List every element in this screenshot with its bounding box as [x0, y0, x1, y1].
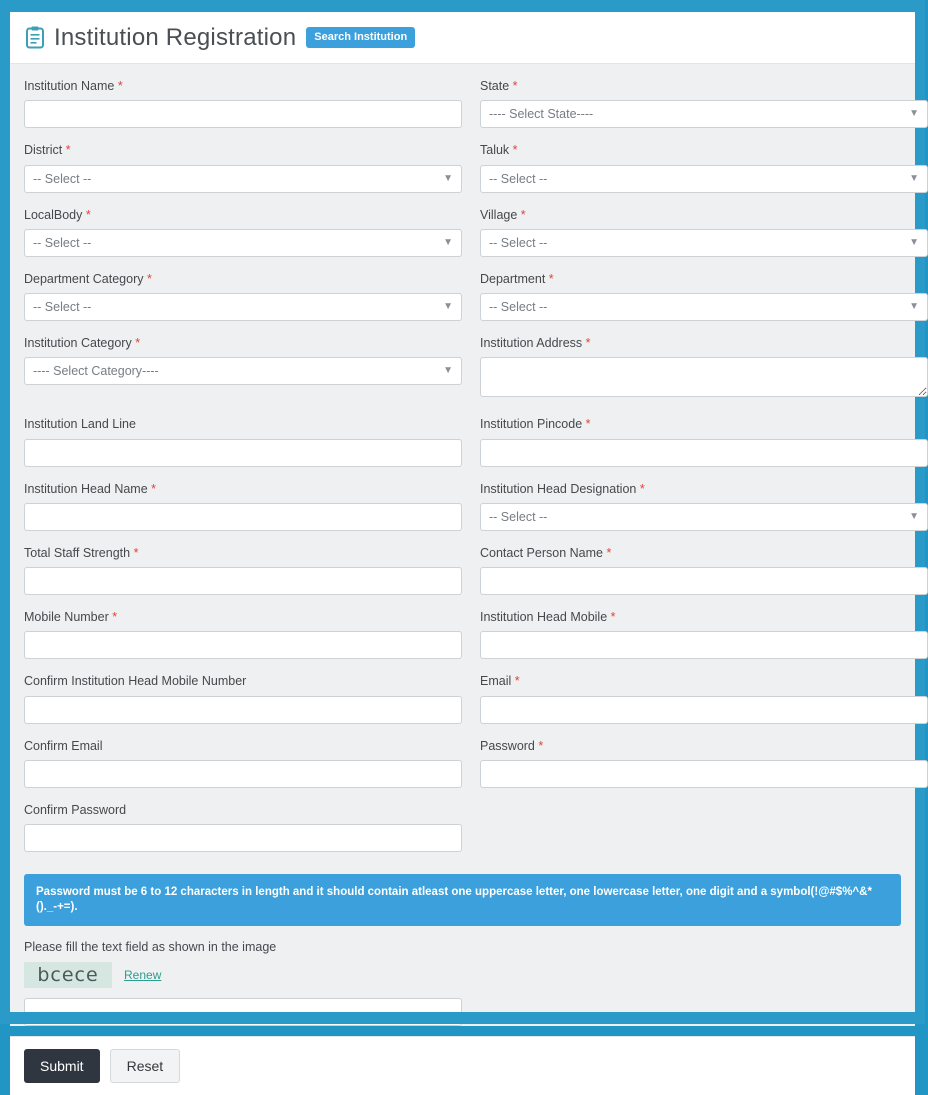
- label-text: Institution Category: [24, 336, 132, 350]
- label-password: [480, 738, 928, 754]
- field-password: [480, 738, 928, 788]
- required-marker: *: [135, 336, 141, 350]
- field-institution-land-line: [24, 416, 472, 466]
- label-state: [480, 78, 928, 94]
- captcha-image: bcece: [24, 962, 112, 988]
- clipboard-icon: [24, 25, 46, 51]
- label-mobile-number: [24, 609, 472, 625]
- field-district: [24, 142, 472, 192]
- field-email: [480, 673, 928, 723]
- required-marker: *: [548, 271, 554, 286]
- label-text: Institution Land Line: [24, 417, 136, 432]
- label-department: [480, 271, 928, 287]
- field-taluk: [480, 142, 928, 192]
- search-institution-button[interactable]: Search Institution: [306, 27, 415, 48]
- chevron-down-icon: ▼: [909, 236, 919, 248]
- label-institution-pincode: [480, 416, 928, 432]
- total-staff-strength-input[interactable]: [24, 567, 462, 595]
- confirm-password-input[interactable]: [24, 824, 462, 852]
- submit-button[interactable]: Submit: [24, 1049, 100, 1083]
- label-text: Confirm Institution Head Mobile Number: [24, 674, 247, 689]
- required-marker: *: [585, 336, 591, 350]
- field-institution-head-mobile: [480, 609, 928, 659]
- mobile-number-input[interactable]: [24, 631, 462, 659]
- label-text: District: [24, 143, 63, 158]
- label-confirm-email: [24, 738, 472, 754]
- reset-button[interactable]: Reset: [110, 1049, 181, 1083]
- field-department-category: [24, 271, 472, 321]
- institution-head-designation-select-wrap: [480, 503, 928, 531]
- bottom-strip: [0, 1012, 925, 1024]
- required-marker: *: [147, 271, 152, 286]
- field-mobile-number: [24, 609, 472, 659]
- label-text: Department Category: [24, 271, 144, 286]
- department-select[interactable]: [480, 293, 928, 321]
- required-marker: *: [117, 79, 123, 93]
- required-marker: *: [639, 481, 645, 496]
- label-text: Institution Pincode: [480, 417, 583, 432]
- chevron-down-icon: ▼: [909, 108, 919, 120]
- confirm-email-input[interactable]: [24, 760, 462, 788]
- field-institution-category: [24, 335, 472, 402]
- required-marker: *: [585, 417, 591, 432]
- district-select[interactable]: [24, 165, 462, 193]
- label-text: Institution Head Mobile: [480, 610, 608, 624]
- field-institution-head-name: [24, 481, 472, 531]
- required-marker: *: [514, 674, 520, 689]
- field-confirm-password: [24, 802, 472, 852]
- label-institution-name: [24, 78, 472, 94]
- field-department: [480, 271, 928, 321]
- chevron-down-icon: ▼: [909, 510, 919, 522]
- department-category-select[interactable]: [24, 293, 462, 321]
- district-select-wrap: [24, 165, 462, 193]
- institution-head-name-input[interactable]: [24, 503, 462, 531]
- label-email: [480, 673, 928, 689]
- label-text: Institution Name: [24, 79, 115, 93]
- label-localbody: [24, 207, 472, 223]
- label-text: Total Staff Strength: [24, 545, 131, 560]
- captcha-row: [24, 962, 901, 988]
- required-marker: *: [512, 143, 518, 158]
- required-marker: *: [512, 79, 518, 93]
- localbody-select[interactable]: [24, 229, 462, 257]
- label-text: Contact Person Name: [480, 545, 603, 560]
- label-contact-person-name: [480, 545, 928, 561]
- chevron-down-icon: ▼: [909, 172, 919, 184]
- label-text: Institution Head Designation: [480, 481, 637, 496]
- contact-person-name-input[interactable]: [480, 567, 928, 595]
- label-institution-head-designation: [480, 481, 928, 497]
- village-select-wrap: [480, 229, 928, 257]
- field-institution-head-designation: [480, 481, 928, 531]
- label-text: Confirm Password: [24, 802, 127, 817]
- institution-name-input[interactable]: [24, 100, 462, 128]
- chevron-down-icon: ▼: [443, 236, 453, 248]
- state-select-wrap: [480, 100, 928, 128]
- required-marker: *: [610, 610, 616, 624]
- top-strip: [0, 0, 925, 12]
- label-district: [24, 142, 472, 158]
- required-marker: *: [538, 738, 544, 753]
- label-text: Email: [480, 674, 512, 689]
- label-text: State: [480, 79, 510, 93]
- field-institution-pincode: [480, 416, 928, 466]
- department-category-select-wrap: [24, 293, 462, 321]
- field-institution-name: [24, 78, 472, 128]
- institution-head-mobile-input[interactable]: [480, 631, 928, 659]
- institution-category-select[interactable]: [24, 357, 462, 385]
- required-marker: *: [65, 143, 71, 158]
- field-localbody: [24, 207, 472, 257]
- state-select[interactable]: [480, 100, 928, 128]
- department-select-wrap: [480, 293, 928, 321]
- label-confirm-password: [24, 802, 472, 818]
- institution-land-line-input[interactable]: [24, 439, 462, 467]
- label-text: Department: [480, 271, 546, 286]
- label-text: Confirm Email: [24, 738, 103, 753]
- chevron-down-icon: ▼: [443, 301, 453, 312]
- taluk-select[interactable]: [480, 165, 928, 193]
- registration-form: [10, 64, 919, 1026]
- captcha-instruction: Please fill the text field as shown in the image: [24, 939, 277, 954]
- institution-pincode-input[interactable]: [480, 439, 928, 467]
- institution-address-textarea[interactable]: [480, 357, 928, 397]
- label-text: LocalBody: [24, 207, 83, 222]
- password-input[interactable]: [480, 760, 928, 788]
- label-text: Institution Head Name: [24, 481, 148, 496]
- label-taluk: [480, 142, 928, 158]
- label-confirm-institution-head-mobile: [24, 673, 472, 689]
- chevron-down-icon: ▼: [443, 365, 453, 377]
- form-grid: [24, 78, 919, 866]
- required-marker: *: [151, 481, 157, 496]
- label-institution-land-line: [24, 416, 472, 432]
- label-total-staff-strength: [24, 545, 472, 561]
- label-institution-head-mobile: [480, 609, 928, 625]
- chevron-down-icon: ▼: [443, 172, 453, 184]
- field-confirm-email: [24, 738, 472, 788]
- field-contact-person-name: [480, 545, 928, 595]
- field-institution-address: [480, 335, 928, 402]
- field-confirm-institution-head-mobile: [24, 673, 472, 723]
- required-marker: *: [112, 610, 118, 624]
- field-village: [480, 207, 928, 257]
- chevron-down-icon: ▼: [909, 301, 919, 312]
- label-text: Password: [480, 738, 535, 753]
- required-marker: *: [85, 207, 91, 222]
- spacer: [480, 802, 928, 866]
- page-header: [10, 12, 915, 64]
- label-text: Village: [480, 207, 518, 222]
- page-title: Institution Registration: [54, 23, 297, 51]
- required-marker: *: [133, 545, 139, 560]
- label-institution-head-name: [24, 481, 472, 497]
- form-actions: [10, 1036, 915, 1095]
- village-select[interactable]: [480, 229, 928, 257]
- localbody-select-wrap: [24, 229, 462, 257]
- institution-head-designation-select[interactable]: [480, 503, 928, 531]
- email-input[interactable]: [480, 696, 928, 724]
- required-marker: *: [606, 545, 612, 560]
- label-village: [480, 207, 928, 223]
- required-marker: *: [520, 207, 526, 222]
- label-text: Mobile Number: [24, 610, 109, 624]
- taluk-select-wrap: [480, 165, 928, 193]
- registration-card: [10, 12, 919, 1074]
- label-text: Institution Address: [480, 336, 583, 350]
- password-rules-notice: Password must be 6 to 12 characters in length and it should contain atleast one uppercase letter, one lowercase letter, one digit and a symbol(!@#$%^&*()._-+=).: [24, 874, 901, 926]
- label-institution-address: [480, 335, 928, 351]
- institution-category-select-wrap: [24, 357, 462, 385]
- label-institution-category: [24, 335, 472, 351]
- confirm-institution-head-mobile-input[interactable]: [24, 696, 462, 724]
- label-text: Taluk: [480, 143, 510, 158]
- field-state: [480, 78, 928, 128]
- captcha-renew-link[interactable]: Renew: [124, 967, 162, 982]
- label-department-category: [24, 271, 472, 287]
- field-total-staff-strength: [24, 545, 472, 595]
